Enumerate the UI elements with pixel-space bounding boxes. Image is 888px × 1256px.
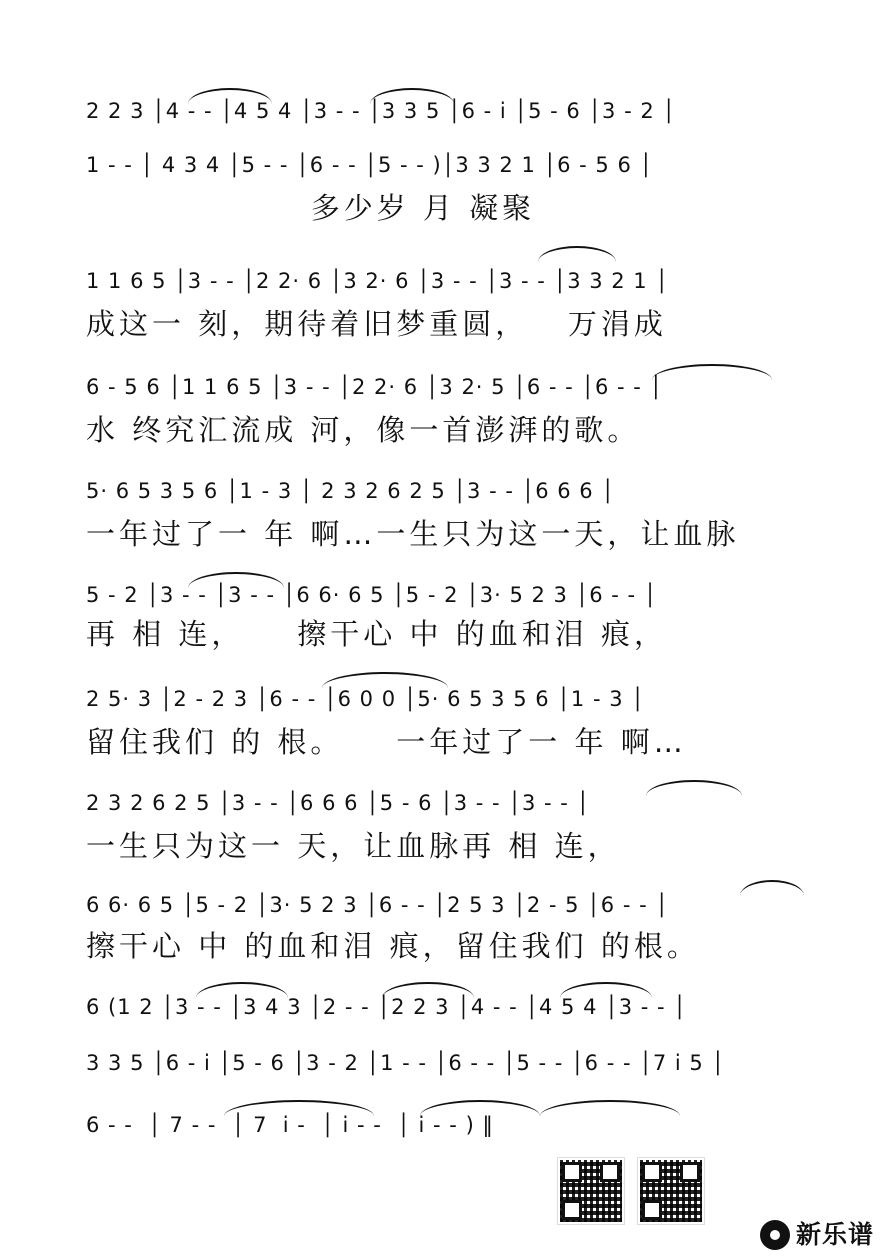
slur	[420, 1100, 540, 1116]
slur	[322, 672, 448, 688]
notation-row-3: 1 1 6 5 │3 - - │2 2· 6 │3 2· 6 │3 - - │3 - - │3 3 2 1 │	[86, 269, 669, 293]
lyrics-row-2: 多少岁 月 凝聚	[86, 191, 536, 225]
logo-text: 新乐谱	[796, 1220, 875, 1249]
notation-row-10: 6 (1 2 │3 - - │3 4 3 │2 - - │2 2 3 │4 - - │4 5 4 │3 - - │	[86, 995, 687, 1019]
notation-row-7: 2 5· 3 │2 - 2 3 │6 - - │6 0 0 │5· 6 5 3 5 6 │1 - 3 │	[86, 687, 645, 711]
slur	[188, 88, 272, 104]
lyrics-row-9: 擦干心 中 的血和泪 痕，留住我们 的根。	[86, 929, 700, 963]
notation-row-8: 2 3 2 6 2 5 │3 - - │6 6 6 │5 - 6 │3 - - │3 - - │	[86, 791, 591, 815]
slur	[370, 88, 454, 104]
slur	[652, 364, 772, 380]
lyrics-row-3: 成这一 刻，期待着旧梦重圆， 万涓成	[86, 307, 667, 341]
notation-row-2: 1 - - │ 4 3 4 │5 - - │6 - - │5 - - )│3 3 2 1 │6 - 5 6 │	[86, 153, 654, 177]
qr-code-1[interactable]	[558, 1158, 624, 1224]
slur	[646, 780, 742, 796]
lyrics-row-8: 一生只为这一 天，让血脉再 相 连，	[86, 829, 621, 863]
slur	[740, 880, 804, 896]
notation-row-12: 6 - - │ 7 - - │ 7 i - │ i - - │ i - - ) ‖	[86, 1113, 494, 1137]
slur	[560, 982, 652, 998]
slur	[196, 982, 288, 998]
vinyl-disc-icon	[760, 1220, 790, 1250]
lyrics-row-6: 再 相 连， 擦干心 中 的血和泪 痕，	[86, 617, 667, 651]
notation-row-9: 6 6· 6 5 │5 - 2 │3· 5 2 3 │6 - - │2 5 3 │2 - 5 │6 - - │	[86, 893, 669, 917]
notation-row-1: 2 2 3 │4 - - │4 5 4 │3 - - │3 3 5 │6 - i │5 - 6 │3 - 2 │	[86, 99, 677, 123]
slur	[540, 1100, 680, 1116]
qr-code-2[interactable]	[638, 1158, 704, 1224]
slur	[224, 1100, 374, 1116]
notation-row-4: 6 - 5 6 │1 1 6 5 │3 - - │2 2· 6 │3 2· 5 │6 - - │6 - - │	[86, 375, 664, 399]
lyrics-row-7: 留住我们 的 根。 一年过了一 年 啊…	[86, 725, 687, 759]
slur	[538, 246, 616, 262]
notation-row-5: 5· 6 5 3 5 6 │1 - 3 │ 2 3 2 6 2 5 │3 - - │6 6 6 │	[86, 479, 615, 503]
notation-row-6: 5 - 2 │3 - - │3 - - │6 6· 6 5 │5 - 2 │3· 5 2 3 │6 - - │	[86, 583, 658, 607]
brand-logo[interactable]	[760, 1218, 884, 1252]
slur	[382, 982, 474, 998]
notation-row-11: 3 3 5 │6 - i │5 - 6 │3 - 2 │1 - - │6 - - │5 - - │6 - - │7 i 5 │	[86, 1051, 726, 1075]
lyrics-row-4: 水 终究汇流成 河，像一首澎湃的歌。	[86, 413, 641, 447]
slur	[188, 572, 284, 588]
lyrics-row-5: 一年过了一 年 啊…一生只为这一天，让血脉	[86, 517, 740, 551]
